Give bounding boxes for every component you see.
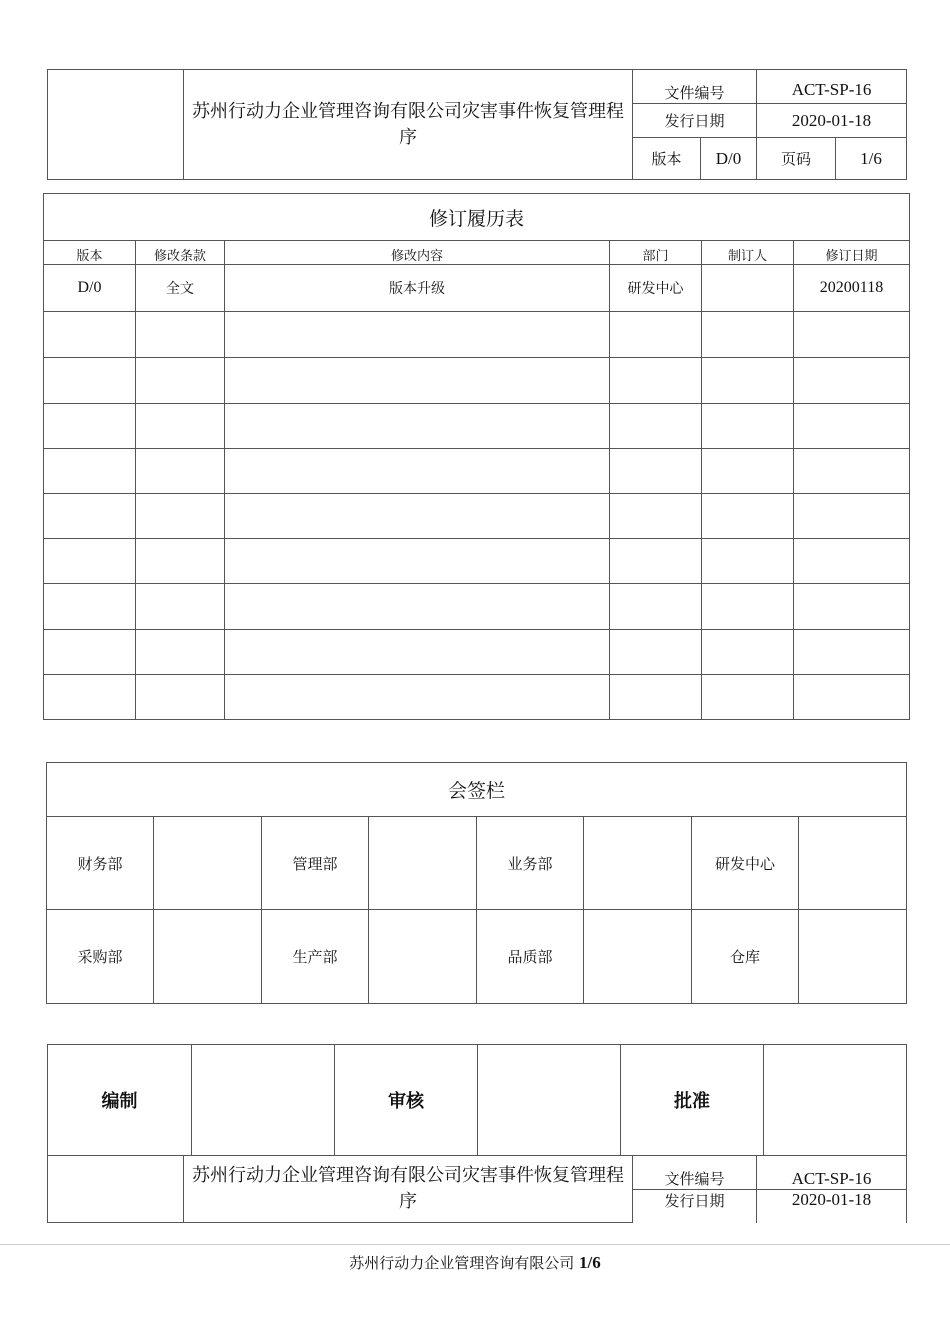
column-header: 版本 <box>44 241 136 265</box>
table-cell <box>610 675 702 720</box>
table-cell: 研发中心 <box>610 265 702 312</box>
signature-cell[interactable] <box>799 910 907 1004</box>
document-header <box>47 69 907 180</box>
document-title: 苏州行动力企业管理咨询有限公司灾害事件恢复管理程序 <box>184 1156 633 1223</box>
column-header: 修订日期 <box>794 241 910 265</box>
table-cell <box>702 449 794 494</box>
table-cell <box>610 312 702 358</box>
table-cell <box>44 449 136 494</box>
table-cell <box>136 312 225 358</box>
table-cell <box>702 312 794 358</box>
table-cell <box>702 404 794 449</box>
table-row <box>44 630 910 675</box>
table-cell <box>225 312 610 358</box>
table-cell: 全文 <box>136 265 225 312</box>
table-cell <box>702 675 794 720</box>
table-cell <box>702 265 794 312</box>
dept-label: 采购部 <box>47 910 154 1004</box>
footer-company: 苏州行动力企业管理咨询有限公司 <box>349 1254 575 1272</box>
table-row <box>44 312 910 358</box>
issue-date-value: 2020-01-18 <box>757 1190 907 1223</box>
table-cell <box>44 404 136 449</box>
table-cell <box>702 584 794 630</box>
table-cell <box>44 494 136 539</box>
table-cell: D/0 <box>44 265 136 312</box>
reviewed-signature[interactable] <box>478 1045 621 1156</box>
issue-date-value: 2020-01-18 <box>757 104 907 138</box>
issue-date-label: 发行日期 <box>633 1190 757 1223</box>
table-cell <box>225 539 610 584</box>
table-cell <box>225 675 610 720</box>
logo-area <box>48 1156 184 1223</box>
table-cell: 版本升级 <box>225 265 610 312</box>
version-value: D/0 <box>701 138 757 180</box>
table-cell <box>794 584 910 630</box>
signature-cell[interactable] <box>584 817 692 910</box>
table-cell <box>136 358 225 404</box>
table-row <box>44 358 910 404</box>
dept-label: 生产部 <box>262 910 369 1004</box>
column-header: 修改内容 <box>225 241 610 265</box>
signature-cell[interactable] <box>154 910 262 1004</box>
table-row <box>44 494 910 539</box>
table-row <box>44 675 910 720</box>
table-cell <box>225 358 610 404</box>
table-cell <box>136 539 225 584</box>
table-row <box>44 265 910 312</box>
column-header: 制订人 <box>702 241 794 265</box>
table-cell <box>136 675 225 720</box>
table-cell <box>794 358 910 404</box>
countersign-title: 会签栏 <box>47 763 907 817</box>
page-value: 1/6 <box>836 138 907 180</box>
approved-label: 批准 <box>621 1045 764 1156</box>
next-page-header <box>47 1155 907 1223</box>
doc-no-value: ACT-SP-16 <box>757 70 907 104</box>
dept-label: 业务部 <box>477 817 584 910</box>
footer-page-number: 1/6 <box>579 1253 601 1272</box>
dept-label: 研发中心 <box>692 817 799 910</box>
doc-no-label: 文件编号 <box>633 70 757 104</box>
document-title: 苏州行动力企业管理咨询有限公司灾害事件恢复管理程序 <box>184 70 633 180</box>
doc-no-value: ACT-SP-16 <box>757 1156 907 1190</box>
prepared-label: 编制 <box>48 1045 192 1156</box>
signature-cell[interactable] <box>799 817 907 910</box>
table-cell <box>44 675 136 720</box>
signature-cell[interactable] <box>369 817 477 910</box>
table-cell <box>225 584 610 630</box>
reviewed-label: 审核 <box>335 1045 478 1156</box>
table-cell <box>794 675 910 720</box>
table-cell <box>610 358 702 404</box>
table-cell <box>610 404 702 449</box>
table-cell <box>702 539 794 584</box>
table-cell <box>702 494 794 539</box>
countersign-table <box>46 762 907 1004</box>
table-cell <box>136 584 225 630</box>
table-cell <box>610 630 702 675</box>
table-cell <box>136 630 225 675</box>
table-cell <box>136 494 225 539</box>
table-row <box>44 584 910 630</box>
approval-table <box>47 1044 907 1156</box>
column-header: 部门 <box>610 241 702 265</box>
table-cell <box>225 449 610 494</box>
table-cell <box>794 312 910 358</box>
table-cell <box>794 539 910 584</box>
logo-area <box>48 70 184 180</box>
table-cell <box>610 449 702 494</box>
dept-label: 仓库 <box>692 910 799 1004</box>
signature-cell[interactable] <box>154 817 262 910</box>
signature-cell[interactable] <box>584 910 692 1004</box>
table-cell <box>610 494 702 539</box>
table-cell <box>44 630 136 675</box>
table-cell <box>44 358 136 404</box>
issue-date-label: 发行日期 <box>633 104 757 138</box>
table-cell <box>794 404 910 449</box>
version-label: 版本 <box>633 138 701 180</box>
column-header: 修改条款 <box>136 241 225 265</box>
table-cell <box>44 539 136 584</box>
dept-label: 财务部 <box>47 817 154 910</box>
footer-divider <box>0 1244 950 1245</box>
table-cell <box>225 494 610 539</box>
table-cell <box>794 494 910 539</box>
table-cell <box>136 404 225 449</box>
prepared-signature[interactable] <box>192 1045 335 1156</box>
table-cell <box>794 630 910 675</box>
approved-signature[interactable] <box>764 1045 907 1156</box>
dept-label: 管理部 <box>262 817 369 910</box>
page-label: 页码 <box>757 138 836 180</box>
doc-no-label: 文件编号 <box>633 1156 757 1190</box>
table-cell <box>610 584 702 630</box>
table-cell <box>794 449 910 494</box>
table-cell <box>44 312 136 358</box>
table-cell <box>225 630 610 675</box>
signature-cell[interactable] <box>369 910 477 1004</box>
table-cell <box>702 358 794 404</box>
table-cell <box>136 449 225 494</box>
dept-label: 品质部 <box>477 910 584 1004</box>
table-row <box>44 449 910 494</box>
revision-title: 修订履历表 <box>44 194 910 241</box>
page-footer <box>0 1252 950 1273</box>
table-cell: 20200118 <box>794 265 910 312</box>
table-row <box>44 539 910 584</box>
table-cell <box>610 539 702 584</box>
table-cell <box>225 404 610 449</box>
revision-history-table <box>43 193 910 720</box>
table-cell <box>44 584 136 630</box>
table-cell <box>702 630 794 675</box>
table-row <box>44 404 910 449</box>
